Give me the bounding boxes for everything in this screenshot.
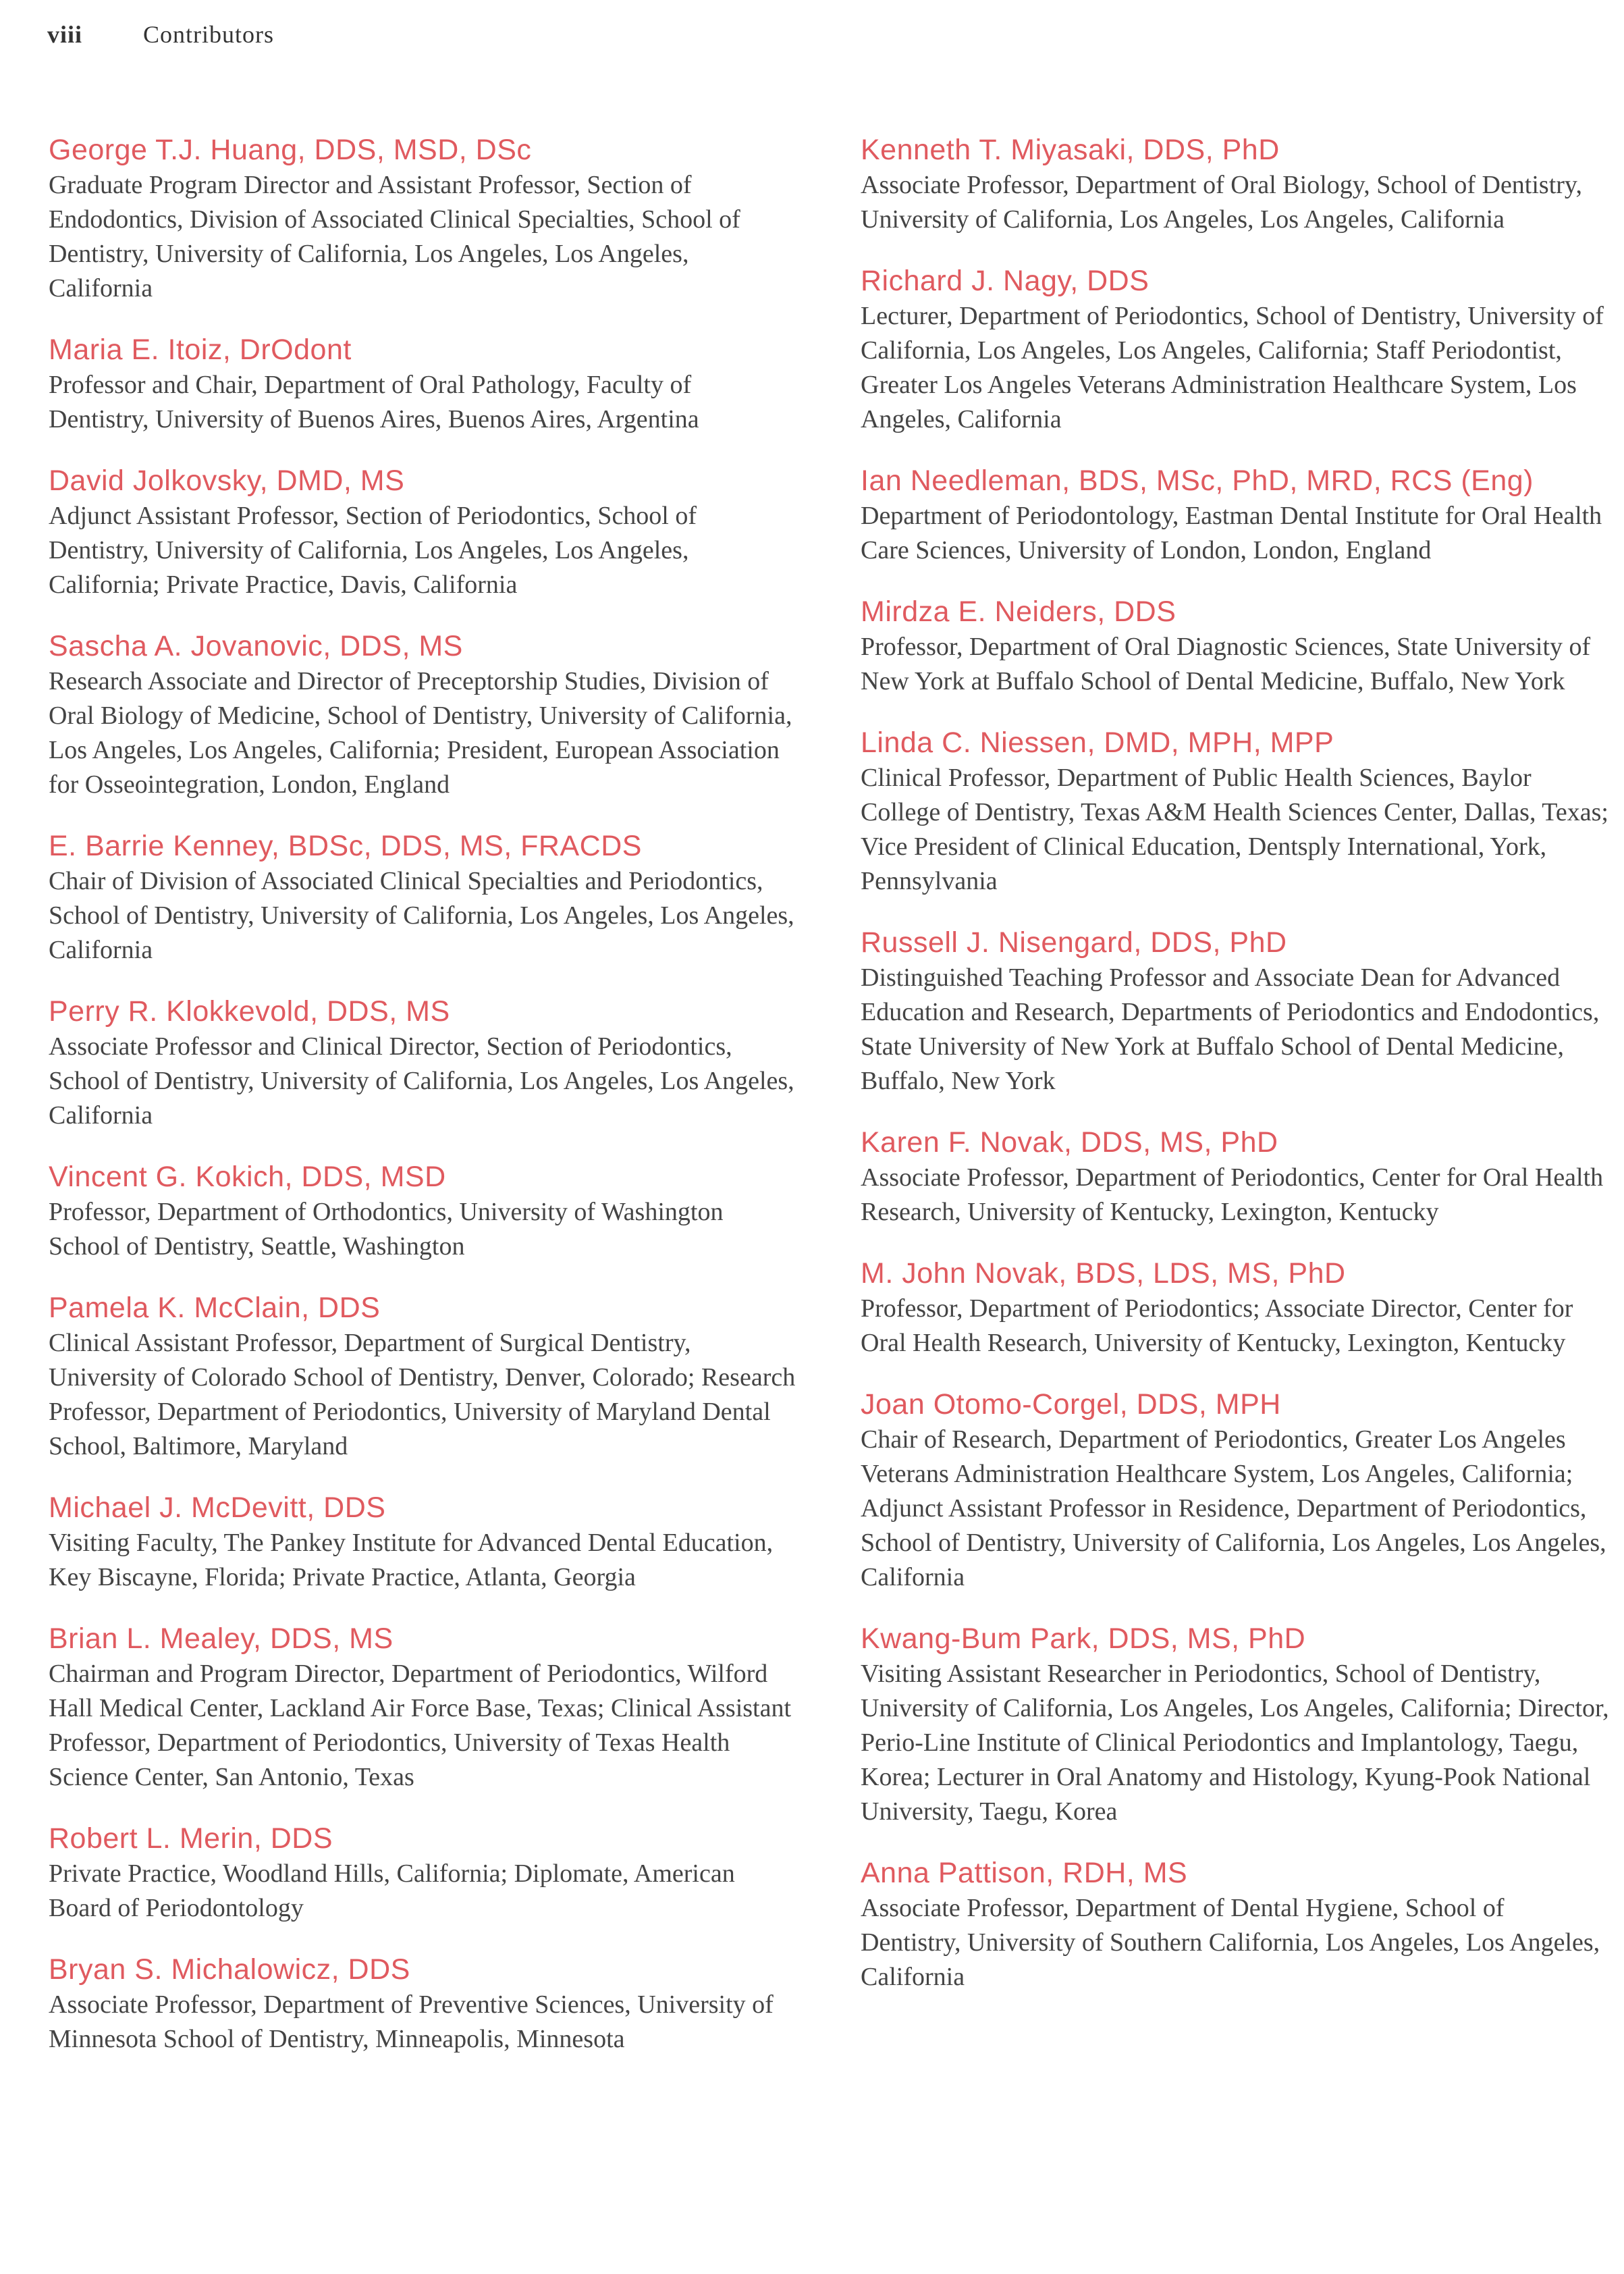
contributors-column-right <box>861 132 1610 2020</box>
contributor-affiliation: Clinical Professor, Department of Public Health Sciences, Baylor College of Dentistry, Texas A&M Health Sciences Center, Dallas, Texas; Vice President of Clinical Education, Dentsply International, York, Pennsylvania <box>861 764 1608 895</box>
contributor-name: Russell J. Nisengard, DDS, PhD <box>861 926 1287 959</box>
running-header <box>47 20 274 49</box>
contributor-entry <box>49 1951 798 2057</box>
contributor-entry <box>861 593 1610 699</box>
contributor-affiliation: Chairman and Program Director, Department of Periodontics, Wilford Hall Medical Center, Lackland Air Force Base, Texas; Clinical Assistant Professor, Department of Periodontics, University of Texas Health Science Center, San Antonio, Texas <box>49 1660 792 1791</box>
contributor-name: Kwang-Bum Park, DDS, MS, PhD <box>861 1622 1306 1655</box>
contributor-affiliation: Research Associate and Director of Preceptorship Studies, Division of Oral Biology of Medicine, School of Dentistry, University of California, Los Angeles, Los Angeles, California; President, European Association for Osseointegration, London, England <box>49 667 792 799</box>
contributor-name: Richard J. Nagy, DDS <box>861 265 1149 297</box>
contributor-affiliation: Visiting Assistant Researcher in Periodontics, School of Dentistry, University of California, Los Angeles, Los Angeles, California; Director, Perio-Line Institute of Clinical Periodontics and Implantology, Taegu, Korea; Lecturer in Oral Anatomy and Histology, Kyung-Pook National University, Taegu, Korea <box>861 1660 1609 1826</box>
contributor-affiliation: Professor, Department of Orthodontics, University of Washington School of Dentistry, Seattle, Washington <box>49 1198 724 1261</box>
contributor-name: Michael J. McDevitt, DDS <box>49 1491 386 1524</box>
contributor-entry <box>861 132 1610 237</box>
contributor-affiliation: Chair of Research, Department of Periodontics, Greater Los Angeles Veterans Administration Healthcare System, Los Angeles, California; Adjunct Assistant Professor in Residence, Department of Periodontics, School of Dentistry, University of California, Los Angeles, Los Angeles, California <box>861 1425 1606 1591</box>
contributor-entry <box>49 628 798 802</box>
contributor-entry <box>49 1620 798 1795</box>
contributor-entry <box>861 263 1610 437</box>
contributor-name: Linda C. Niessen, DMD, MPH, MPP <box>861 726 1334 759</box>
contributor-affiliation: Adjunct Assistant Professor, Section of Periodontics, School of Dentistry, University of California, Los Angeles, Los Angeles, California; Private Practice, Davis, California <box>49 502 697 599</box>
contributor-affiliation: Professor, Department of Oral Diagnostic Sciences, State University of New York at Buffalo School of Dental Medicine, Buffalo, New York <box>861 633 1591 695</box>
contributor-entry <box>861 1386 1610 1595</box>
contributor-entry <box>49 132 798 306</box>
contributor-name: M. John Novak, BDS, LDS, MS, PhD <box>861 1257 1346 1290</box>
contributor-name: Pamela K. McClain, DDS <box>49 1292 381 1324</box>
contributor-affiliation: Visiting Faculty, The Pankey Institute for Advanced Dental Education, Key Biscayne, Florida; Private Practice, Atlanta, Georgia <box>49 1529 774 1591</box>
contributor-name: George T.J. Huang, DDS, MSD, DSc <box>49 134 532 166</box>
contributor-name: Maria E. Itoiz, DrOdont <box>49 334 352 366</box>
contributor-entry <box>49 993 798 1133</box>
contributor-affiliation: Graduate Program Director and Assistant Professor, Section of Endodontics, Division of Associated Clinical Specialties, School of Dentistry, University of California, Los Angeles, Los Angeles, California <box>49 171 740 302</box>
contributor-entry <box>49 1290 798 1464</box>
contributor-name: Perry R. Klokkevold, DDS, MS <box>49 995 450 1028</box>
contributor-entry <box>49 1159 798 1264</box>
contributor-name: Sascha A. Jovanovic, DDS, MS <box>49 630 463 662</box>
contributor-name: Brian L. Mealey, DDS, MS <box>49 1622 394 1655</box>
contributor-affiliation: Chair of Division of Associated Clinical Specialties and Periodontics, School of Dentistry, University of California, Los Angeles, Los Angeles, California <box>49 867 794 964</box>
running-title: Contributors <box>143 21 275 48</box>
page-number: viii <box>47 21 83 48</box>
contributor-name: Ian Needleman, BDS, MSc, PhD, MRD, RCS (Eng) <box>861 465 1534 497</box>
contributor-affiliation: Department of Periodontology, Eastman Dental Institute for Oral Health Care Sciences, University of London, London, England <box>861 502 1602 564</box>
contributor-affiliation: Associate Professor, Department of Preventive Sciences, University of Minnesota School of Dentistry, Minneapolis, Minnesota <box>49 1990 774 2053</box>
contributor-affiliation: Clinical Assistant Professor, Department of Surgical Dentistry, University of Colorado School of Dentistry, Denver, Colorado; Research Professor, Department of Periodontics, University of Maryland Dental School, Baltimore, Maryland <box>49 1329 796 1460</box>
contributor-entry <box>49 332 798 437</box>
contributor-affiliation: Associate Professor, Department of Oral Biology, School of Dentistry, University of California, Los Angeles, Los Angeles, California <box>861 171 1582 234</box>
contributor-name: Bryan S. Michalowicz, DDS <box>49 1953 410 1986</box>
contributor-entry <box>861 462 1610 568</box>
contributor-entry <box>861 724 1610 899</box>
contributor-affiliation: Professor and Chair, Department of Oral Pathology, Faculty of Dentistry, University of Buenos Aires, Buenos Aires, Argentina <box>49 371 699 433</box>
contributor-affiliation: Associate Professor, Department of Dental Hygiene, School of Dentistry, University of Southern California, Los Angeles, Los Angeles, California <box>861 1894 1600 1991</box>
contributor-entry <box>861 924 1610 1099</box>
contributor-name: Mirdza E. Neiders, DDS <box>861 596 1176 628</box>
contributor-name: David Jolkovsky, DMD, MS <box>49 465 405 497</box>
contributor-name: Vincent G. Kokich, DDS, MSD <box>49 1161 446 1193</box>
contributor-affiliation: Distinguished Teaching Professor and Associate Dean for Advanced Education and Research, Departments of Periodontics and Endodontics, State University of New York at Buffalo School of Dental Medicine, Buffalo, New York <box>861 963 1600 1095</box>
contributor-name: Robert L. Merin, DDS <box>49 1822 333 1855</box>
contributor-entry <box>861 1620 1610 1829</box>
contributor-entry <box>49 828 798 968</box>
contributor-affiliation: Professor, Department of Periodontics; Associate Director, Center for Oral Health Research, University of Kentucky, Lexington, Kentucky <box>861 1294 1573 1357</box>
contributor-entry <box>861 1255 1610 1360</box>
contributor-name: Kenneth T. Miyasaki, DDS, PhD <box>861 134 1280 166</box>
contributor-name: Karen F. Novak, DDS, MS, PhD <box>861 1126 1278 1159</box>
contributor-entry <box>49 462 798 602</box>
contributor-affiliation: Private Practice, Woodland Hills, California; Diplomate, American Board of Periodontology <box>49 1859 735 1922</box>
contributor-entry <box>861 1124 1610 1229</box>
contributors-column-left <box>49 132 798 2082</box>
contributor-affiliation: Associate Professor and Clinical Director, Section of Periodontics, School of Dentistry, University of California, Los Angeles, Los Angeles, California <box>49 1032 794 1130</box>
contributor-name: Joan Otomo-Corgel, DDS, MPH <box>861 1388 1281 1421</box>
contributor-entry <box>49 1820 798 1926</box>
contributor-entry <box>861 1855 1610 1994</box>
contributor-name: Anna Pattison, RDH, MS <box>861 1857 1188 1889</box>
contributor-entry <box>49 1489 798 1595</box>
contributor-affiliation: Associate Professor, Department of Periodontics, Center for Oral Health Research, University of Kentucky, Lexington, Kentucky <box>861 1163 1604 1226</box>
contributor-name: E. Barrie Kenney, BDSc, DDS, MS, FRACDS <box>49 830 642 862</box>
contributor-affiliation: Lecturer, Department of Periodontics, School of Dentistry, University of California, Los Angeles, Los Angeles, California; Staff Periodontist, Greater Los Angeles Veterans Administration Healthcare System, Los Angeles, California <box>861 302 1604 433</box>
